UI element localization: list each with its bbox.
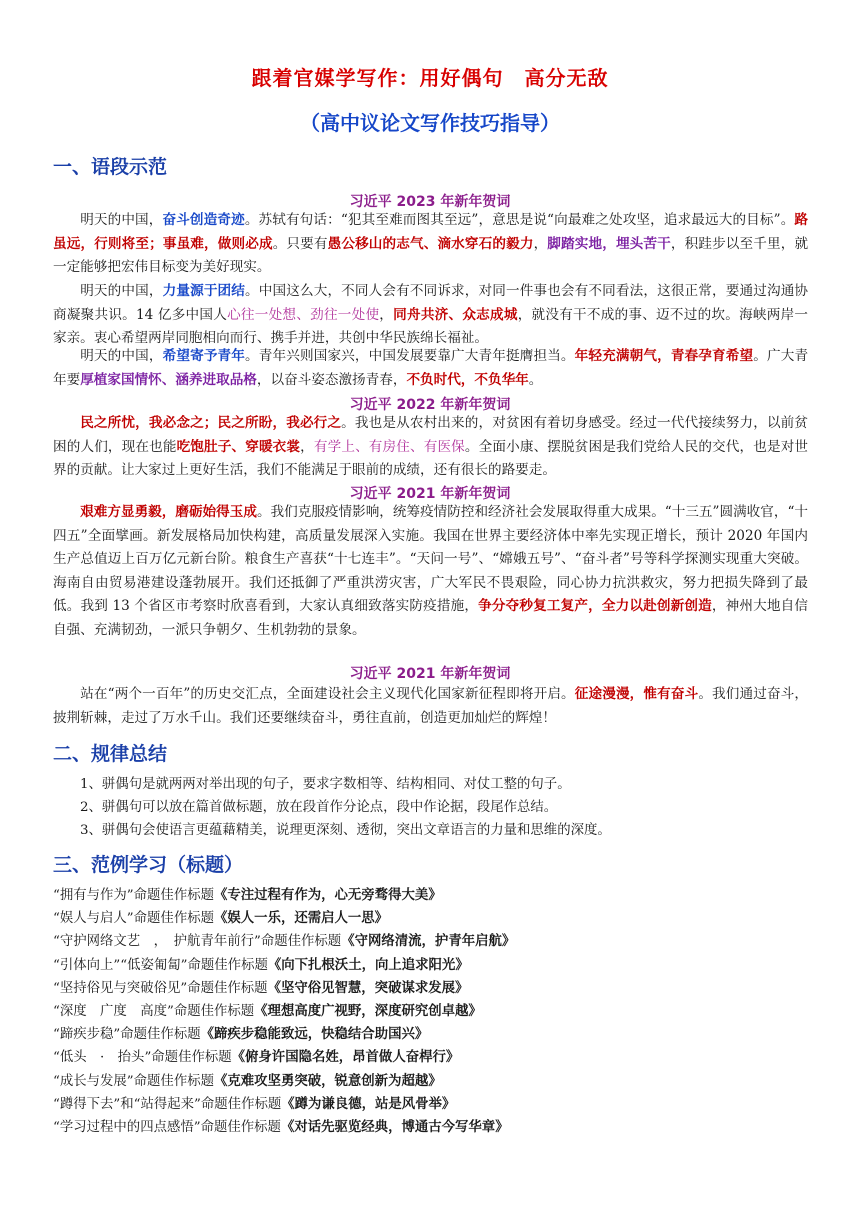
body-text: 。全面小康、摆脱贫困是我们党给人民的交代，也是对世界的贡献。让大家过上更好生活，我们不能满足于眼前的成绩，还有很长的路要走。: [53, 438, 809, 478]
example-item: [53, 1093, 813, 1117]
body-text: 。广大青年要: [53, 348, 809, 388]
example-item: [53, 954, 813, 978]
example-prompt: “深度 广度 高度”命题佳作标题: [53, 1004, 255, 1019]
example-title: 《守网络清流，护青年启航》: [341, 934, 516, 950]
example-item: [53, 907, 813, 931]
rule-item: 3、骈偶句会使语言更蕴藉精美，说理更深刻、透彻，突出文章语言的力量和思维的深度。: [80, 823, 611, 838]
example-prompt: “成长与发展”命题佳作标题: [53, 1073, 214, 1089]
body-text: 。我们克服疫情影响，统筹疫情防控和经济社会发展取得重大成果。“十三五”圆满收官，“十四五”全面擘画。新发展格局加快构建，高质量发展深入实施。我国在世界主要经济体中率先实现正增长，预计 2020 年国内生产总值迈上百万亿元新台阶。粮食生产喜获“十七连丰”。“天问一号”、“嫦娥五号”、“奋斗者”号等科学探测实现重大突破。海南自由贸易港建设蓬勃展开。我们还抵御了严重洪涝灾害，广大军民不畏艰险，同心协力抗洪救灾，努力把损失降到了最低。我到 13 个省区市考察时欣喜看到，大家认真细致落实防疫措施，: [53, 504, 808, 614]
section2-heading: 二、规律总结: [53, 743, 168, 765]
body-text: ，就没有干不成的事、迈不过的坎。海峡两岸一家亲。衷心希望两岸同胞相向而行、携手并进，共创中华民族绵长福祉。: [53, 306, 809, 346]
body-text: 。只要有: [272, 235, 328, 252]
example-prompt: “蹄疾步稳”命题佳作标题: [53, 1027, 201, 1043]
body-text: ，: [533, 235, 548, 252]
example-prompt: “蹲得下去”和“站得起来”命题佳作标题: [53, 1096, 282, 1112]
emphasis-text: 同舟共济、众志成城: [393, 306, 518, 323]
section3-heading: 三、范例学习（标题）: [53, 854, 244, 876]
example-title: 《蹲为谦良德，站是风骨举》: [281, 1096, 456, 1112]
example-item: [53, 1046, 813, 1070]
emphasis-text: 愚公移山的志气、滴水穿石的毅力: [327, 235, 534, 252]
emphasis-text: 脚踏实地，埋头苦干: [547, 235, 671, 252]
body-text: 站在“两个一百年”的历史交汇点，全面建设社会主义现代化国家新征程即将开启。: [80, 686, 575, 702]
paragraph: [53, 280, 808, 351]
rule-item: 1、骈偶句是就两两对举出现的句子，要求字数相等、结构相同、对仗工整的句子。: [80, 777, 571, 792]
example-item: [53, 930, 813, 954]
emphasis-text: 有学上、有房住、有医保: [313, 438, 465, 455]
example-title: 《对话先驱览经典，博通古今写华章》: [280, 1120, 509, 1135]
body-text: 。中国这么大，不同人会有不同诉求，对同一件事也会有不同看法，这很正常，要通过沟通协商凝聚共识。14 亿多中国人: [53, 283, 809, 323]
example-item: [53, 1070, 813, 1094]
example-title: 《坚守俗见智慧，突破谋求发展》: [267, 980, 469, 996]
example-prompt: “娱人与启人”命题佳作标题: [53, 911, 214, 927]
paragraph: [53, 345, 808, 392]
paragraph: [53, 209, 808, 280]
document-subtitle: （高中议论文写作技巧指导）: [300, 111, 560, 135]
example-item: [53, 977, 813, 1001]
emphasis-text: 争分夺秒复工复产，全力以赴创新创造: [478, 598, 712, 614]
example-title: 《娱人一乐，还需启人一思》: [214, 911, 389, 927]
body-text: ，: [379, 306, 394, 323]
body-text: 明天的中国，: [80, 212, 163, 228]
example-prompt: “低头 · 抬头”命题佳作标题: [53, 1050, 232, 1066]
emphasis-text: 年轻充满朝气，青春孕育希望: [574, 348, 754, 364]
source-label: 习近平 2021 年新年贺词: [349, 666, 511, 682]
rule-item: 2、骈偶句可以放在篇首做标题，放在段首作分论点，段中作论据，段尾作总结。: [80, 800, 558, 815]
emphasis-text: 厚植家国情怀、涵养进取品格: [80, 371, 257, 388]
body-text: 明天的中国，: [80, 348, 163, 364]
example-title: 《专注过程有作为，心无旁骛得大美》: [214, 888, 442, 903]
example-prompt: “引体向上”“低姿匍匐”命题佳作标题: [53, 957, 268, 973]
source-label: 习近平 2021 年新年贺词: [349, 486, 511, 502]
body-text: 。我们通过奋斗，披荆斩棘，走过了万水千山。我们还要继续奋斗，勇往直前，创造更加灿烂的辉煌！: [53, 686, 809, 726]
emphasis-text: 民之所忧，我必念之；民之所盼，我必行之: [80, 415, 342, 431]
example-title: 《向下扎根沃土，向上追求阳光》: [267, 957, 469, 973]
section1-heading: 一、语段示范: [53, 156, 168, 178]
emphasis-text: 心往一处想、劲往一处使: [227, 306, 380, 323]
body-text: ，以奋斗姿态激扬青春，: [256, 371, 407, 388]
example-prompt: “守护网络文艺 ， 护航青年前行”命题佳作标题: [53, 934, 342, 950]
paragraph: [53, 683, 808, 730]
emphasis-text: 力量源于团结: [162, 283, 246, 299]
emphasis-text: 征途漫漫，惟有奋斗: [574, 686, 699, 702]
example-item: [53, 1023, 813, 1047]
example-title: 《俯身许国隐名姓，昂首做人奋桿行》: [231, 1050, 460, 1066]
body-text: ，积跬步以至千里，就一定能够把宏伟目标变为美好现实。: [53, 235, 809, 275]
source-label: 习近平 2023 年新年贺词: [349, 194, 511, 210]
emphasis-text: 不负时代，不负华年: [406, 371, 529, 388]
body-text: ，: [300, 438, 314, 455]
body-text: 。我也是从农村出来的，对贫困有着切身感受。经过一代代接续努力，以前贫困的人们，现在也能: [53, 415, 809, 455]
paragraph: [53, 501, 808, 642]
emphasis-text: 希望寄予青年: [162, 348, 246, 364]
body-text: 。苏轼有句话：“犯其至难而图其至远”，意思是说“向最难之处攻坚，追求最远大的目标”。: [244, 212, 795, 228]
body-text: 明天的中国，: [80, 283, 163, 299]
example-title: 《蹄疾步稳能致远，快稳结合助国兴》: [200, 1027, 429, 1043]
example-prompt: “学习过程中的四点感悟”命题佳作标题: [53, 1120, 281, 1135]
example-title: 《克难攻坚勇突破，锐意创新为超越》: [214, 1073, 442, 1089]
body-text: 。: [528, 371, 543, 388]
paragraph: [53, 412, 808, 483]
emphasis-text: 艰难方显勇毅，磨砺始得玉成: [80, 504, 257, 520]
example-prompt: “坚持俗见与突破俗见”命题佳作标题: [53, 980, 268, 996]
emphasis-text: 路虽远，行则将至；事虽难，做则必成: [53, 212, 809, 252]
example-item: [53, 1000, 813, 1024]
emphasis-text: 吃饱肚子、穿暖衣裳: [176, 438, 301, 455]
body-text: 。青年兴则国家兴，中国发展要靠广大青年挺膺担当。: [245, 348, 575, 364]
example-item: [53, 884, 813, 908]
document-title: 跟着官媒学写作：用好偶句 高分无敌: [251, 66, 609, 90]
emphasis-text: 奋斗创造奇迹: [162, 212, 245, 228]
example-item: [53, 1116, 813, 1140]
source-label: 习近平 2022 年新年贺词: [349, 397, 511, 413]
example-title: 《理想高度广视野，深度研究创卓越》: [254, 1004, 482, 1019]
body-text: ，神州大地自信自强、充满韧劲，一派只争朝夕、生机勃勃的景象。: [53, 598, 809, 638]
example-prompt: “拥有与作为”命题佳作标题: [53, 888, 214, 903]
